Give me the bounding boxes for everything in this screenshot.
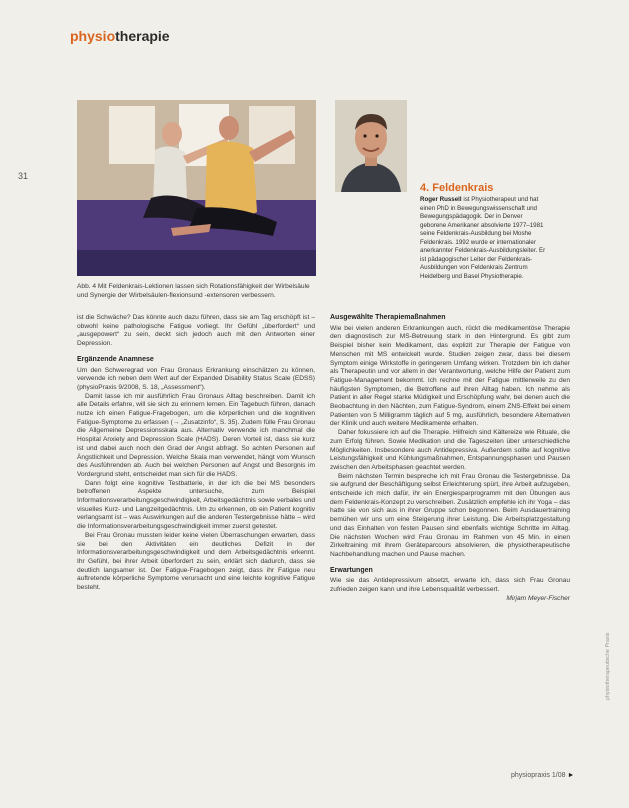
section-name-part-a: physio xyxy=(70,28,116,44)
left-paragraph-3: Dann folgt eine kognitive Testbatterie, in der ich die bei MS besonders betroffenen Aspekte untersuche, zum Beispiel Informationsverarbeitungsgeschwindigkeit, Arbeitsgedächtnis sowie verbales und visuelles Kurz- und Langzeitgedächtnis. Um zu erkennen, ob ein Patient kognitiv verlangsamt ist – was Auswirkungen auf die anderen Testergebnisse hätte – wird die Informationsverarbeitungsgeschwindigkeit immer zuerst getestet. xyxy=(77,479,315,531)
side-label: physiotherapeutische Praxis xyxy=(605,632,611,700)
magazine-section-header xyxy=(70,28,170,44)
right-heading-expectations: Erwartungen xyxy=(330,566,373,574)
footer-text: physiopraxis 1/08 xyxy=(511,772,566,779)
left-paragraph-2: Damit lasse ich mir ausführlich Frau Gronaus Alltag beschreiben. Damit ich alle Details erfahre, will sie sich zu erinnern lernen. Ein Tagebuch führen, danach nutze ich einen Fatigue-Fragebogen, um die körperlichen und die kognitiven Fatigue-Symptome zu erfassen (→ „Zusatzinfo“, S. 35). Zudem fülle Frau Gronau die Allgemeine Depressionsskala aus. Alternativ verwende ich manchmal die Hospital Anxiety and Depression Scale (HADS). Deren Vorteil ist, dass sie kurz ist und dabei auch noch den Grad der Angst abfragt. So achten Personen auf Ängstlichkeit und Depression. Welche Skala man verwendet, hängt vom Wunsch des Ausführenden ab. Auch bei welchen Personen auf Angst und Besorgnis im Vordergrund steht, entscheidet man sich für die HADS. xyxy=(77,392,315,478)
left-intro-paragraph: ist die Schwäche? Das könnte auch dazu führen, dass sie am Tag erschöpft ist – obwohl keine pathologische Fatigue vorliegt. Ihr Gefühl „überfordert“ und „ausgepowert“ zu sein, deckt sich jedoch auch mit den Antworten einer Depression. xyxy=(77,314,315,348)
left-column xyxy=(77,314,315,593)
right-paragraph-3: Beim nächsten Termin bespreche ich mit Frau Gronau die Testergebnisse. Da sie aufgrund der Beschäftigung selbst Erleichterung spürt, ihre Arbeit aufzugeben, entscheide ich mich dafür, ihr ein Energiesparprogramm mit den Übungen aus dem Feldenkrais-Konzept zu verschreiben. Zusätzlich empfehle ich ihr Yoga – das hatte sie von sich aus in ihrer Gruppe schon begonnen. Beim Ausdauertraining bemühen wir uns um eine Steigerung ihrer Leistung. Die Arbeitsplatzgestaltung und das Einhalten von festen Pausen sind ebenfalls wichtige Schritte im Alltag. Die nächsten Wochen wird Frau Gronau im Rahmen von 45 Min. in einen Zirkeltraining mit ihrem Geräteparcours absolvieren, die physiotherapeutische Nachbehandlung machen und Pause machen. xyxy=(330,472,570,558)
right-paragraph-2: Daher fokussiere ich auf die Therapie. Hilfreich sind Kältereize wie Rituale, die zum Erfolg führen. Sowie Medikation und die Tageszeiten über unterschiedliche Möglichkeiten. Insbesondere auch Antidepressiva. Außerdem sollte auf kognitive Leistungsfähigkeit und Kühlungsmaßnahmen, Entspannungsphasen und Pausen zwischen den Arbeitsphasen geachtet werden. xyxy=(330,429,570,471)
section-name-part-b: therapie xyxy=(115,28,170,44)
right-paragraph-1: Wie bei vielen anderen Erkrankungen auch, rückt die medikamentöse Therapie den diagnostisch zur MS-Betreuung stark in den Hintergrund. Es gibt zum Beispiel bisher kein Medikament, das explizit zur Therapie der Fatigue von Menschen mit MS entwickelt wurde. Studien zeigen zwar, dass bei diesem Symptom einige Wirkstoffe in geringerem Umfang wirken. Trotzdem bin ich daher als Therapeutin und vor allem in der Verantwortung, welche Hilfe der Patient zum Fatigue-Management bekommt. Ich rechne mit der Fatigue mittlerweile zu den häufigsten Symptomen, die Betroffene auf ihren Alltag haben. Ich nehme als Patient in aller Regel starke Müdigkeit und Erschöpfung wahr, bei denen auch die Beobachtung in den Nächten, zum Fatigue-Syndrom, einem ZNS-Effekt bei einem Patienten von 5 Milligramm täglich auf 5 mg, ausführlich, besondere Alternativen der Klinik und auch weitere Medikamente erhalten. xyxy=(330,324,570,428)
author-bio xyxy=(420,196,550,281)
exercise-photo xyxy=(77,100,316,276)
left-paragraph-4: Bei Frau Gronau mussten leider keine vielen Überraschungen erwarten, dass sie bei den Aktivitäten ein deutliches Defizit in der Informationsverarbeitungsgeschwindigkeit und dem Arbeitsgedächtnis erkennt. Ihr Gefühl, bei ihrer Arbeit überfordert zu sein, erklärt sich dadurch, dass sie deutlich langsamer ist. Der Fatigue-Fragebogen zeigt, dass ihr Fatigue neu auftretende körperliche Symptome verursacht und eine leichte kognitive Fatigue besteht. xyxy=(77,531,315,592)
author-portrait xyxy=(335,100,407,192)
section-title: 4. Feldenkrais xyxy=(420,182,494,194)
author-name: Roger Russell xyxy=(420,196,462,203)
next-page-arrow-icon: ► xyxy=(567,772,575,779)
author-bio-text: ist Physiotherapeut und hat einen PhD in Bewegungswissenschaft und Bewegungspädagogik. Der in Denver geborene Amerikaner absolvierte 1977–1981 seine Feldenkrais-Ausbildung bei Moshe Feldenkrais. 1992 wurde er internationaler anerkannter Feldenkrais-Ausbildungsleiter. Er ist pädagogischer Leiter der Feldenkrais-Ausbildungen von Feldenkrais Zentrum Heidelberg und Basel Physiotherapie. xyxy=(420,196,546,280)
left-paragraph-1: Um den Schweregrad von Frau Gronaus Erkrankung einschätzen zu können, verwende ich neben dem Wert auf der Expanded Disability Status Scale (EDSS) (physioPraxis 9/2008, S. 18, „Assessment“). xyxy=(77,366,315,391)
right-heading-therapy: Ausgewählte Therapiemaßnahmen xyxy=(330,314,446,321)
right-paragraph-4: Wie sie das Antidepressivum absetzt, erwarte ich, dass sich Frau Gronau zufrieden zeigen kann und ihre Lebensqualität verbessert. xyxy=(330,577,570,594)
figure-caption: Abb. 4 Mit Feldenkrais-Lektionen lassen sich Rotationsfähigkeit der Wirbelsäule und Synergie der Wirbelsäulen-flexionsund -extensoren verbessern. xyxy=(77,283,310,299)
footer xyxy=(511,772,574,779)
right-column xyxy=(330,314,570,604)
page-number: 31 xyxy=(18,171,29,181)
author-signature: Mirjam Meyer-Fischer xyxy=(506,594,570,602)
left-heading: Ergänzende Anamnese xyxy=(77,355,154,363)
